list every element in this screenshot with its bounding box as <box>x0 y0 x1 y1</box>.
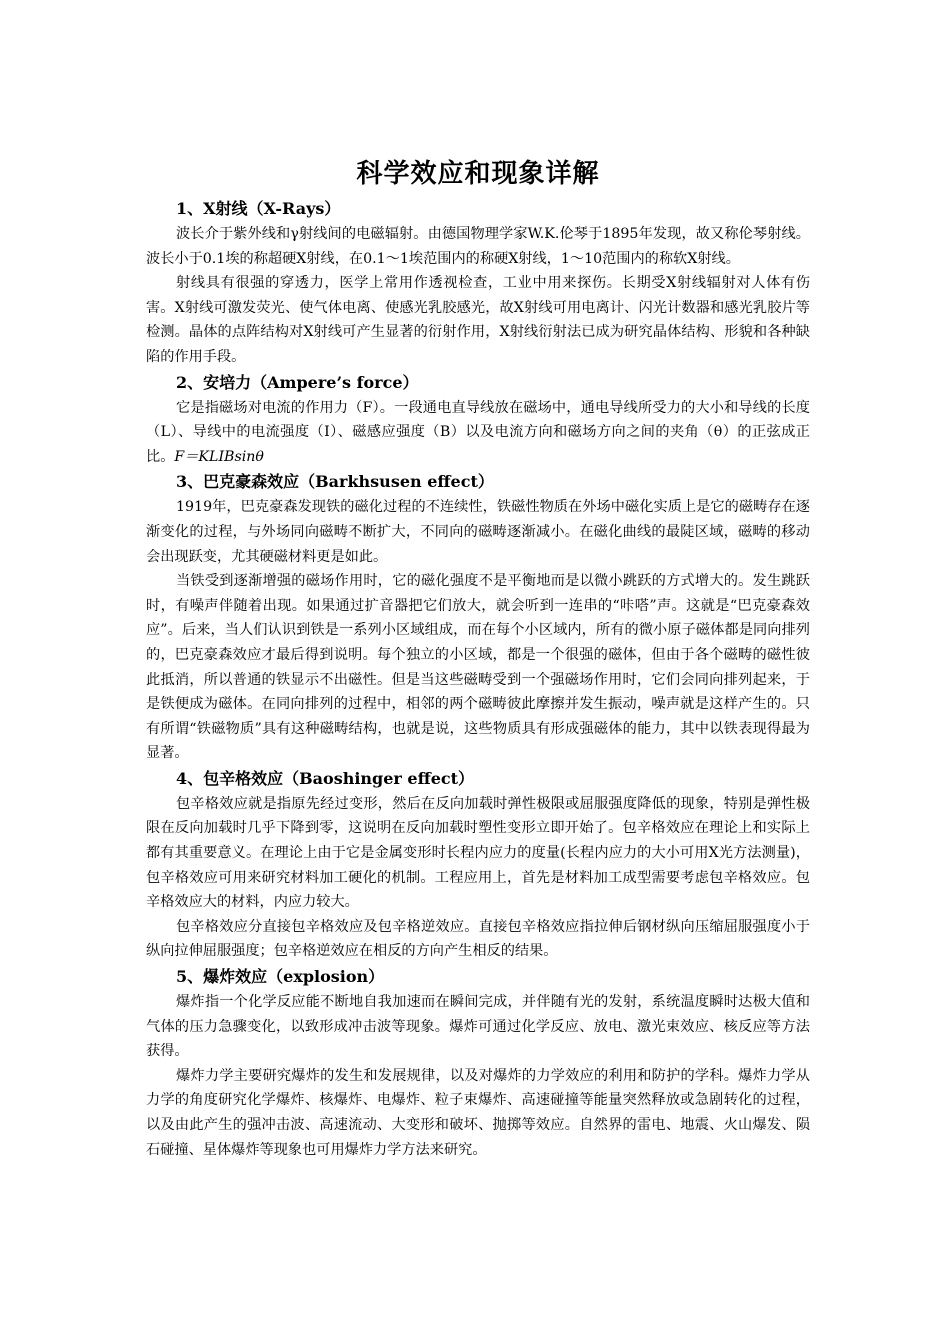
paragraph-text: 它是指磁场对电流的作用力（F）。一段通电直导线放在磁场中，通电导线所受力的大小和导线的长度（L）、导线中的电流强度（I）、磁感应强度（B）以及电流方向和磁场方向之间的夹角（θ）的正弦成正比。 <box>146 399 810 465</box>
section-heading: 4、包辛格效应（Baoshinger effect） <box>176 768 475 788</box>
paragraph: 爆炸指一个化学反应能不断地自我加速而在瞬间完成，并伴随有光的发射，系统温度瞬时达极大值和气体的压力急骤变化，以致形成冲击波等现象。爆炸可通过化学反应、放电、激光束效应、核反应等方法获得。 <box>146 994 810 1060</box>
paragraph: 波长介于紫外线和γ射线间的电磁辐射。由德国物理学家W.K.伦琴于1895年发现，故又称伦琴射线。波长小于0.1埃的称超硬X射线，在0.1～1埃范围内的称硬X射线，1～10范围内的称软X射线。 <box>146 226 810 267</box>
section-x-rays <box>146 196 810 370</box>
document-title: 科学效应和现象详解 <box>356 159 600 189</box>
paragraph: 1919年，巴克豪森发现铁的磁化过程的不连续性，铁磁性物质在外场中磁化实质上是它的磁畴存在逐渐变化的过程，与外场同向磁畴不断扩大，不同向的磁畴逐渐减小。在磁化曲线的最陡区域，磁畴的移动会出现跃变，尤其硬磁材料更是如此。 <box>146 499 810 565</box>
paragraph: 包辛格效应就是指原先经过变形，然后在反向加载时弹性极限或屈服强度降低的现象，特别是弹性极限在反向加载时几乎下降到零，这说明在反向加载时塑性变形立即开始了。包辛格效应在理论上和实际上都有其重要意义。在理论上由于它是金属变形时长程内应力的度量(长程内应力的大小可用X光方法测量)，包辛格效应可用来研究材料加工硬化的机制。工程应用上，首先是材料加工成型需要考虑包辛格效应。包辛格效应大的材料，内应力较大。 <box>146 795 810 911</box>
section-heading: 2、安培力（Ampere’s force） <box>176 372 419 392</box>
paragraph: 爆炸力学主要研究爆炸的发生和发展规律，以及对爆炸的力学效应的利用和防护的学科。爆炸力学从力学的角度研究化学爆炸、核爆炸、电爆炸、粒子束爆炸、高速碰撞等能量突然释放或急剧转化的过程，以及由此产生的强冲击波、高速流动、大变形和破坏、抛掷等效应。自然界的雷电、地震、火山爆发、陨石碰撞、星体爆炸等现象也可用爆炸力学方法来研究。 <box>146 1067 810 1158</box>
paragraph <box>146 396 810 470</box>
section-heading: 1、X射线（X-Rays） <box>176 199 341 218</box>
section-heading: 3、巴克豪森效应（Barkhsusen effect） <box>176 472 494 492</box>
paragraph: 射线具有很强的穿透力，医学上常用作透视检查，工业中用来探伤。长期受X射线辐射对人体有伤害。X射线可激发荧光、使气体电离、使感光乳胶感光，故X射线可用电离计、闪光计数器和感光乳胶片等检测。晶体的点阵结构对X射线可产生显著的衍射作用，X射线衍射法已成为研究晶体结构、形貌和各种缺陷的作用手段。 <box>146 275 810 365</box>
formula: F＝KLIBsinθ <box>174 448 264 465</box>
paragraph: 当铁受到逐渐增强的磁场作用时，它的磁化强度不是平衡地而是以微小跳跃的方式增大的。发生跳跃时，有噪声伴随着出现。如果通过扩音器把它们放大，就会听到一连串的“咔嗒”声。这就是“巴克豪森效应”。后来，当人们认识到铁是一系列小区域组成，而在每个小区域内，所有的微小原子磁体都是同向排列的，巴克豪森效应才最后得到说明。每个独立的小区域，都是一个很强的磁体，但由于各个磁畴的磁性彼此抵消，所以普通的铁显示不出磁性。但是当这些磁畴受到一个强磁场作用时，它们会同向排列起来，于是铁便成为磁体。在同向排列的过程中，相邻的两个磁畴彼此摩擦并发生振动，噪声就是这样产生的。只有所谓“铁磁物质”具有这种磁畴结构，也就是说，这些物质具有形成强磁体的能力，其中以铁表现得最为显著。 <box>146 573 810 762</box>
section-heading: 5、爆炸效应（explosion） <box>176 967 385 987</box>
section-ampere-force <box>146 370 810 470</box>
section-explosion <box>146 964 810 1162</box>
section-bauschinger-effect <box>146 766 810 964</box>
document-page <box>146 152 810 1162</box>
section-barkhausen-effect <box>146 469 810 766</box>
paragraph: 包辛格效应分直接包辛格效应及包辛格逆效应。直接包辛格效应指拉伸后钢材纵向压缩屈服强度小于纵向拉伸屈服强度；包辛格逆效应在相反的方向产生相反的结果。 <box>146 918 810 960</box>
